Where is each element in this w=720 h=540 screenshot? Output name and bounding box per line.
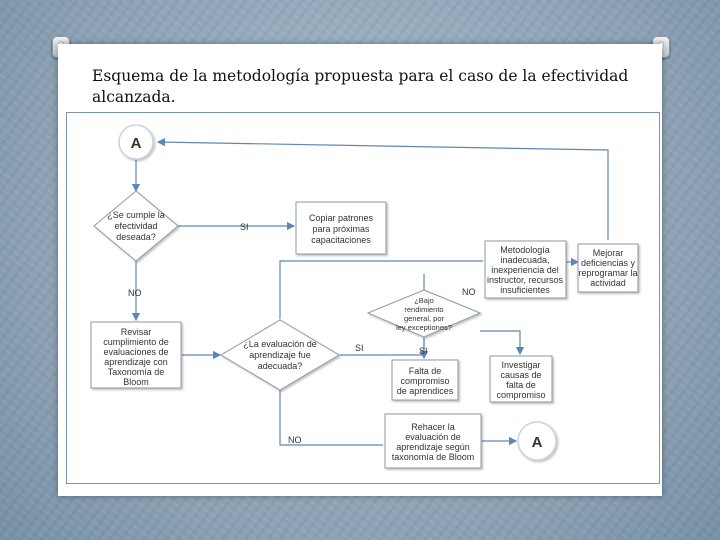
box-metodologia-line-3: inexperiencia del: [491, 265, 559, 275]
connector-a-top: [119, 125, 153, 159]
box-copiar-line-1: Copiar patrones: [308, 213, 374, 223]
decision-efectividad-line-1: ¿Se cumple la: [107, 210, 165, 220]
box-revisar: [91, 322, 181, 388]
box-mejorar: [578, 244, 638, 292]
box-revisar-line-3: evaluaciones de: [103, 347, 169, 357]
edge-label-no-rendimiento: NO: [462, 287, 476, 297]
edge-label-si-rendimiento: SI: [419, 346, 428, 356]
box-mejorar-line-1: Mejorar: [592, 248, 624, 258]
decision-efectividad-line-2: efectividad: [114, 221, 158, 231]
box-rehacer-line-2: evaluación de: [405, 432, 461, 442]
box-mejorar-line-3: reprogramar la: [578, 268, 638, 278]
decision-rendimiento: [368, 290, 480, 337]
box-falta-line-1: Falta de: [408, 366, 442, 376]
decision-evaluacion-line-3: adecuada?: [257, 361, 303, 371]
box-revisar-line-6: Bloom: [123, 377, 149, 387]
box-metodologia-line-5: insuficientes: [500, 285, 550, 295]
box-investigar-line-3: falta de: [506, 380, 536, 390]
box-metodologia-line-1: Metodología: [500, 245, 550, 255]
box-falta-compromiso: [392, 360, 458, 400]
box-rehacer: [385, 414, 481, 468]
decision-rendimiento-line-2: rendimiento: [404, 305, 444, 314]
box-falta-line-3: de aprendices: [396, 386, 454, 396]
box-copiar-line-2: para próximas: [312, 224, 370, 234]
box-metodologia: [485, 241, 566, 298]
decision-rendimiento-line-3: general, por: [403, 314, 445, 323]
connector-a-bottom-label: A: [531, 434, 543, 451]
decision-efectividad-line-3: deseada?: [116, 232, 156, 242]
box-mejorar-line-2: deficiencias y: [580, 258, 636, 268]
box-mejorar-line-4: actividad: [590, 278, 626, 288]
box-investigar-line-1: Investigar: [501, 360, 541, 370]
box-revisar-line-2: cumplimiento de: [103, 337, 169, 347]
box-rehacer-line-3: aprendizaje según: [396, 442, 470, 452]
decision-rendimiento-line-4: ley exceptiones?: [396, 323, 452, 332]
edge-label-si-evaluacion: SI: [355, 343, 364, 353]
decision-evaluacion-line-1: ¿La evaluación de: [243, 339, 317, 349]
edge-label-no-efectividad: NO: [128, 288, 142, 298]
box-rehacer-line-1: Rehacer la: [411, 422, 455, 432]
box-rehacer-line-4: taxonomía de Bloom: [391, 452, 475, 462]
connector-a-bottom: [518, 422, 556, 460]
decision-efectividad: [94, 191, 178, 261]
box-investigar-line-2: causas de: [500, 370, 542, 380]
decision-evaluacion: [221, 320, 339, 390]
edge-label-no-evaluacion: NO: [288, 435, 302, 445]
box-revisar-line-1: Revisar: [120, 327, 152, 337]
box-revisar-line-4: aprendizaje con: [104, 357, 168, 367]
box-revisar-line-5: Taxonomía de: [107, 367, 165, 377]
box-falta-line-2: compromiso: [400, 376, 450, 386]
edge-label-si-efectividad: SI: [240, 222, 249, 232]
box-investigar: [490, 356, 552, 402]
box-investigar-line-4: compromiso: [496, 390, 546, 400]
box-copiar-line-3: capacitaciones: [311, 235, 371, 245]
decision-rendimiento-line-1: ¿Bajo: [414, 296, 434, 305]
box-copiar-patrones: [296, 202, 386, 254]
box-metodologia-line-2: inadecuada,: [500, 255, 550, 265]
slide-title: Esquema de la metodología propuesta para el caso de la efectividad alcanzada.: [92, 67, 629, 106]
box-metodologia-line-4: instructor, recursos: [486, 275, 564, 285]
decision-evaluacion-line-2: aprendizaje fue: [249, 350, 311, 360]
connector-a-top-label: A: [130, 135, 142, 152]
